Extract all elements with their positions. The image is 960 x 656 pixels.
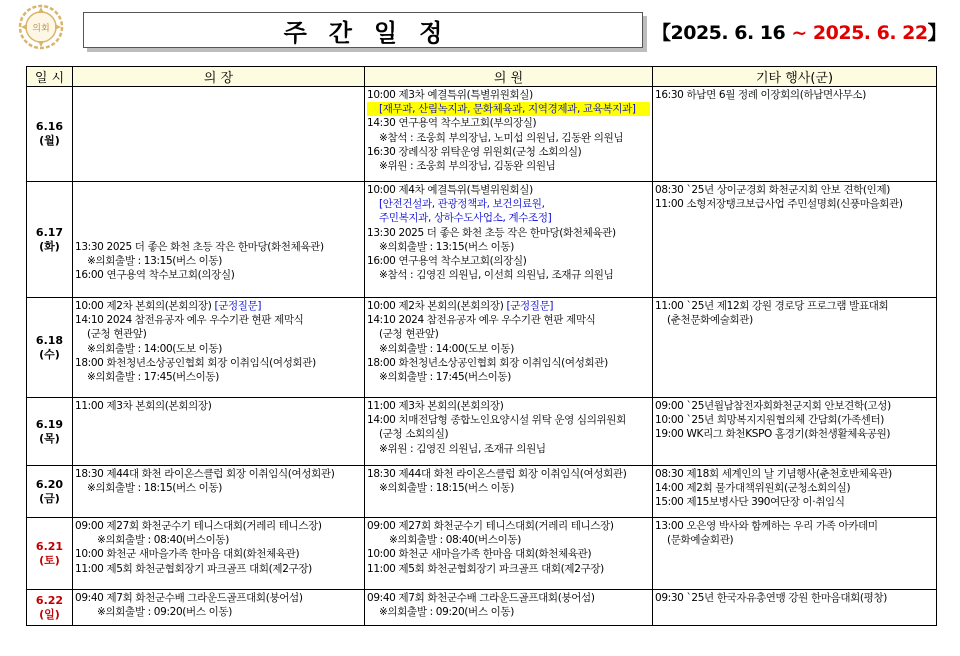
schedule-line xyxy=(367,562,650,576)
day-date: 6.22 xyxy=(35,593,64,607)
schedule-line-text: ※의회출발 : 08:40(버스이동) xyxy=(389,534,521,547)
schedule-line xyxy=(75,562,362,576)
schedule-line xyxy=(75,547,362,561)
schedule-line-text: 11:00 제3차 본회의(본회의장) xyxy=(367,400,504,412)
schedule-line-text: 08:30 `25년 상이군경회 화천군지회 안보 견학(인제) xyxy=(655,184,890,196)
schedule-tag: [군정질문] xyxy=(214,300,262,312)
schedule-line xyxy=(75,342,362,356)
page-title: 주간일정 xyxy=(283,17,465,47)
schedule-line-text: 13:30 2025 더 좋은 화천 초등 작은 한마당(화천체육관) xyxy=(75,240,324,253)
schedule-line xyxy=(367,313,650,327)
cell-chair xyxy=(73,466,365,518)
header-row xyxy=(27,67,937,87)
cell-other xyxy=(653,182,937,298)
schedule-line-text: 14:00 치매전담형 종합노인요양시설 위탁 운영 심의위원회 xyxy=(367,414,626,427)
schedule-line-text: 14:10 2024 참전유공자 예우 우수기관 현판 제막식 xyxy=(367,314,596,327)
schedule-line xyxy=(367,197,650,211)
schedule-line-text: ※의회출발 : 14:00(도보 이동) xyxy=(379,342,514,355)
schedule-line xyxy=(75,211,362,225)
schedule-tag: [군정질문] xyxy=(506,300,554,312)
schedule-line xyxy=(75,313,362,327)
cell-members xyxy=(365,518,653,590)
cell-members xyxy=(365,590,653,626)
schedule-line-text: ※위원 : 김영진 의원님, 조재규 의원님 xyxy=(379,442,546,455)
schedule-line xyxy=(655,313,934,327)
schedule-line xyxy=(367,413,650,427)
title-box xyxy=(83,12,643,48)
schedule-line xyxy=(367,442,650,456)
cell-chair xyxy=(73,590,365,626)
period-close-bracket: 】 xyxy=(927,22,947,44)
cell-chair xyxy=(73,298,365,398)
schedule-line xyxy=(367,356,650,370)
schedule-line xyxy=(75,226,362,240)
schedule-line xyxy=(75,268,362,282)
schedule-line xyxy=(367,226,650,240)
schedule-line xyxy=(75,467,362,481)
schedule-line-text: 14:00 제2회 물가대책위원회(군청소회의실) xyxy=(655,482,851,495)
schedule-line-text: 09:00 제27회 화천군수기 테니스대회(거레리 테니스장) xyxy=(367,520,614,532)
schedule-line xyxy=(367,116,650,130)
schedule-line xyxy=(75,183,362,197)
day-date: 6.20 xyxy=(35,477,64,491)
header-members: 의 원 xyxy=(365,67,653,87)
cell-chair xyxy=(73,398,365,466)
schedule-line xyxy=(367,299,650,313)
schedule-line xyxy=(367,327,650,341)
cell-members xyxy=(365,87,653,182)
cell-members xyxy=(365,298,653,398)
schedule-line-text: 10:00 제4차 예결특위(특별위원회실) xyxy=(367,184,533,196)
day-date-cell xyxy=(27,466,73,518)
schedule-line-text: 16:30 하남면 6월 정례 이장회의(하남면사무소) xyxy=(655,89,866,101)
cell-other xyxy=(653,398,937,466)
schedule-line-text: 10:00 제3차 예결특위(특별위원회실) xyxy=(367,89,533,101)
day-row xyxy=(27,590,937,626)
schedule-line-text: 16:00 연구용역 착수보고회(의장실) xyxy=(367,255,527,268)
schedule-line xyxy=(655,299,934,313)
cell-other xyxy=(653,518,937,590)
period-open-bracket: 【 xyxy=(652,22,671,44)
schedule-table xyxy=(26,66,937,626)
schedule-line xyxy=(367,370,650,384)
schedule-line xyxy=(655,467,934,481)
schedule-line-text: ※의회출발 : 14:00(도보 이동) xyxy=(87,342,222,355)
schedule-line-text: (군청 현관앞) xyxy=(87,328,147,341)
schedule-line xyxy=(367,102,650,116)
schedule-line xyxy=(75,254,362,268)
day-row xyxy=(27,87,937,182)
schedule-line xyxy=(367,467,650,481)
schedule-line-text: 10:00 `25년 희망복지지원협의체 간담회(가족센터) xyxy=(655,414,885,427)
schedule-line-text: ※위원 : 조웅희 부의장님, 김동완 의원님 xyxy=(379,160,556,173)
schedule-line-text: 18:30 제44대 화천 라이온스클럽 회장 이취임식(여성회관) xyxy=(367,468,627,480)
header-date: 일 시 xyxy=(27,67,73,87)
schedule-line-text: (군청 현관앞) xyxy=(379,328,439,341)
day-row xyxy=(27,466,937,518)
schedule-line xyxy=(655,533,934,547)
schedule-line-text: 09:00 제27회 화천군수기 테니스대회(거레리 테니스장) xyxy=(75,520,322,532)
schedule-line xyxy=(75,327,362,341)
schedule-line xyxy=(655,481,934,495)
schedule-line xyxy=(367,211,650,225)
day-date: 6.17 xyxy=(35,225,64,239)
schedule-line-text: 13:00 오은영 박사와 함께하는 우리 가족 아카데미 xyxy=(655,520,878,532)
schedule-line xyxy=(367,268,650,282)
header-other: 기타 행사(군) xyxy=(653,67,937,87)
schedule-line xyxy=(367,145,650,159)
day-row xyxy=(27,182,937,298)
period-separator: ~ xyxy=(791,22,807,44)
schedule-line xyxy=(75,605,362,619)
schedule-line-text: ※참석 : 김영진 의원님, 이선희 의원님, 조재규 의원님 xyxy=(379,269,614,282)
schedule-line xyxy=(367,254,650,268)
cell-other xyxy=(653,298,937,398)
cell-chair xyxy=(73,182,365,298)
schedule-line-text: ※의회출발 : 18:15(버스 이동) xyxy=(87,482,222,495)
schedule-line-text: 18:00 화천청년소상공인협회 회장 이취임식(여성회관) xyxy=(75,356,316,369)
schedule-line-text: 18:30 제44대 화천 라이온스클럽 회장 이취임식(여성회관) xyxy=(75,468,335,480)
schedule-line-text: (군청 소회의실) xyxy=(379,428,449,441)
day-row xyxy=(27,518,937,590)
schedule-line xyxy=(655,519,934,533)
schedule-line-text: [안전건설과, 관광정책과, 보건의료원, xyxy=(379,198,545,211)
schedule-line xyxy=(75,481,362,495)
schedule-line xyxy=(75,533,362,547)
period-start: 2025. 6. 16 xyxy=(670,22,786,44)
schedule-line xyxy=(655,88,934,102)
schedule-line xyxy=(367,240,650,254)
schedule-line xyxy=(367,399,650,413)
day-weekday: (화) xyxy=(39,239,60,253)
day-weekday: (월) xyxy=(39,134,60,147)
schedule-line-text: 09:00 `25년월남참전자회화천군지회 안보견학(고성) xyxy=(655,400,891,412)
schedule-line-text: 15:00 제15보병사단 390여단장 이·취임식 xyxy=(655,496,845,509)
schedule-line xyxy=(367,342,650,356)
schedule-line-text: 19:00 WK리그 화천KSPO 홈경기(화천생활체육공원) xyxy=(655,428,891,441)
schedule-line-text: ※의회출발 : 08:40(버스이동) xyxy=(97,534,229,547)
schedule-line xyxy=(655,399,934,413)
schedule-line-text: 11:00 제3차 본회의(본회의장) xyxy=(75,400,212,412)
schedule-line-text: (문화예술회관) xyxy=(667,534,734,547)
day-date: 6.18 xyxy=(35,333,64,347)
schedule-line-text: 10:00 제2차 본회의(본회의장) xyxy=(367,300,504,312)
schedule-line xyxy=(655,427,934,441)
council-emblem-icon xyxy=(18,4,64,50)
schedule-line xyxy=(75,356,362,370)
day-date-cell xyxy=(27,298,73,398)
day-row xyxy=(27,398,937,466)
day-date-cell xyxy=(27,590,73,626)
day-date-cell xyxy=(27,398,73,466)
day-weekday: (토) xyxy=(39,553,60,567)
cell-other xyxy=(653,466,937,518)
day-weekday: (목) xyxy=(39,431,60,445)
schedule-line xyxy=(367,547,650,561)
day-weekday: (금) xyxy=(39,491,60,505)
header-chair: 의 장 xyxy=(73,67,365,87)
schedule-line-text: (춘천문화예술회관) xyxy=(667,314,753,327)
schedule-line-text: 09:40 제7회 화천군수배 그라운드골프대회(붕어섬) xyxy=(75,592,303,604)
schedule-line-text: ※의회출발 : 17:45(버스이동) xyxy=(87,371,219,384)
day-weekday: (일) xyxy=(39,607,60,621)
day-date: 6.16 xyxy=(35,120,64,133)
schedule-line-text: 11:00 `25년 제12회 강원 경로당 프로그램 발표대회 xyxy=(655,300,889,312)
schedule-body xyxy=(27,87,937,626)
schedule-line xyxy=(367,591,650,605)
schedule-line xyxy=(367,427,650,441)
schedule-line xyxy=(367,605,650,619)
day-date-cell xyxy=(27,518,73,590)
schedule-line xyxy=(75,240,362,254)
schedule-line-text: 11:00 제5회 화천군협회장기 파크골프 대회(제2구장) xyxy=(367,562,604,575)
schedule-line-text: 10:00 화천군 새마을가족 한마음 대회(화천체육관) xyxy=(75,548,300,561)
schedule-line xyxy=(75,299,362,313)
schedule-line-text: 16:00 연구용역 착수보고회(의장실) xyxy=(75,269,235,282)
schedule-line-text: 16:30 장례식장 위탁운영 위원회(군청 소회의실) xyxy=(367,145,582,158)
cell-members xyxy=(365,398,653,466)
schedule-line-text: 주민복지과, 상하수도사업소, 계수조정] xyxy=(379,212,552,225)
schedule-line xyxy=(367,533,650,547)
schedule-line-text: 14:10 2024 참전유공자 예우 우수기관 현판 제막식 xyxy=(75,314,304,327)
schedule-line-text: 09:40 제7회 화천군수배 그라운드골프대회(붕어섬) xyxy=(367,592,595,604)
schedule-line-text: 11:00 제5회 화천군협회장기 파크골프 대회(제2구장) xyxy=(75,562,312,575)
schedule-line-text: [재무과, 산림녹지과, 문화체육과, 지역경제과, 교육복지과] xyxy=(379,103,636,116)
svg-text:의회: 의회 xyxy=(32,24,50,34)
day-date: 6.21 xyxy=(35,539,64,553)
schedule-line-text: ※의회출발 : 18:15(버스 이동) xyxy=(379,482,514,495)
schedule-line xyxy=(367,481,650,495)
schedule-line xyxy=(655,197,934,211)
day-row xyxy=(27,298,937,398)
cell-chair xyxy=(73,87,365,182)
schedule-line xyxy=(367,159,650,173)
schedule-line xyxy=(655,591,934,605)
schedule-line-text: 11:00 소형저장탱크보급사업 주민설명회(신풍마을회관) xyxy=(655,198,903,211)
cell-other xyxy=(653,87,937,182)
schedule-line xyxy=(655,183,934,197)
period-end: 2025. 6. 22 xyxy=(812,22,928,44)
schedule-line xyxy=(367,183,650,197)
schedule-line-text: ※의회출발 : 17:45(버스이동) xyxy=(379,371,511,384)
schedule-line-text: ※의회출발 : 13:15(버스 이동) xyxy=(379,240,514,253)
schedule-period xyxy=(652,18,946,45)
schedule-line xyxy=(75,591,362,605)
council-logo xyxy=(18,4,64,50)
cell-members xyxy=(365,182,653,298)
day-date: 6.19 xyxy=(35,417,64,431)
schedule-line xyxy=(75,370,362,384)
day-weekday: (수) xyxy=(39,347,60,361)
schedule-line-text: 10:00 화천군 새마을가족 한마음 대회(화천체육관) xyxy=(367,548,592,561)
schedule-line-text: ※의회출발 : 09:20(버스 이동) xyxy=(379,606,514,619)
schedule-line-text: ※의회출발 : 13:15(버스 이동) xyxy=(87,255,222,268)
schedule-line xyxy=(75,519,362,533)
schedule-line-text: ※의회출발 : 09:20(버스 이동) xyxy=(97,606,232,619)
schedule-line xyxy=(655,495,934,509)
schedule-line-text: 10:00 제2차 본회의(본회의장) xyxy=(75,300,212,312)
schedule-line xyxy=(367,88,650,102)
schedule-line xyxy=(367,519,650,533)
schedule-line xyxy=(655,413,934,427)
schedule-line-text: 09:30 `25년 한국자유총연맹 강원 한마음대회(평창) xyxy=(655,592,887,604)
cell-other xyxy=(653,590,937,626)
schedule-line-text: 08:30 제18회 세계인의 날 기념행사(춘천호반체육관) xyxy=(655,468,892,480)
day-date-cell xyxy=(27,87,73,182)
schedule-line-text: 13:30 2025 더 좋은 화천 초등 작은 한마당(화천체육관) xyxy=(367,226,616,239)
day-date-cell xyxy=(27,182,73,298)
cell-chair xyxy=(73,518,365,590)
schedule-line-text: ※참석 : 조웅희 부의장님, 노미섭 의원님, 김동완 의원님 xyxy=(379,131,624,144)
schedule-line xyxy=(367,131,650,145)
schedule-line xyxy=(75,399,362,413)
schedule-line-text: 14:30 연구용역 착수보고회(부의장실) xyxy=(367,117,537,130)
schedule-line-text: 18:00 화천청년소상공인협회 회장 이취임식(여성회관) xyxy=(367,356,608,369)
cell-members xyxy=(365,466,653,518)
schedule-line xyxy=(75,197,362,211)
